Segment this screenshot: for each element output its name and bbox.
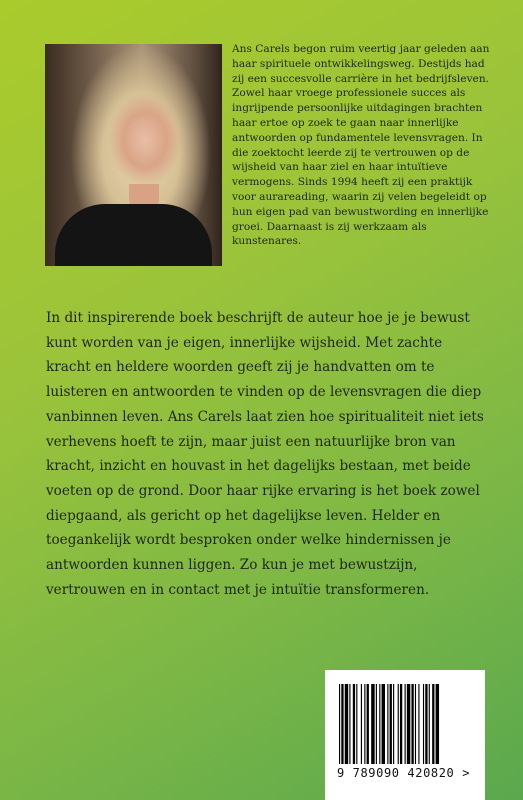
author-bio: Ans Carels begon ruim veertig jaar geleden aan haar spirituele ontwikkelingsweg. Destijds had zij een succesvolle carrière in het bedrijfsleven. Zowel haar vroege professionele succes als ingrijpende persoonlijke uitdagingen brachten haar ertoe op zoek te gaan naar innerlijke antwoorden op fundamentele levensvragen. In die zoektocht leerde zij te vertrouwen op de wijsheid van haar ziel en haar intuïtieve vermogens. Sinds 1994 heeft zij een praktijk voor aurareading, waarin zij velen begeleidt op hun eigen pad van bewustwording en innerlijke groei. Daarnaast is zij werkzaam als kunstenares. [232,43,490,248]
barcode-bar [364,684,365,764]
isbn-barcode [325,670,485,800]
isbn-digits: 9 789090 420820 > [337,766,471,780]
barcode-bar [349,684,350,764]
barcode-bar [415,684,416,764]
barcode-bar [423,684,424,764]
barcode-bar [425,684,427,764]
barcode-bar [379,684,380,764]
barcode-bar [429,684,430,764]
barcode-bar [382,684,385,764]
author-photo [45,44,222,266]
barcode-bar [407,684,410,764]
book-blurb: In dit inspirerende boek beschrijft de auteur hoe je je bewust kunt worden van je eigen, innerlijke wijsheid. Met zachte kracht en heldere woorden geeft zij je handvatten om te luisteren en antwoorden te vinden op de levensvragen die diep vanbinnen leven. Ans Carels laat zien hoe spiritualiteit niet iets verhevens hoeft te zijn, maar juist een natuurlijke bron van kracht, inzicht en houvast in het dagelijks bestaan, met beide voeten op de grond. Door haar rijke ervaring is het boek zowel diepgaand, als gericht op het dagelijkse leven. Helder en toegankelijk wordt besproken onder welke hindernissen je antwoorden kunnen liggen. Zo kun je met bewustzijn, vertrouwen en in contact met je intuïtie transformeren. [46,310,484,598]
barcode-bar [376,684,377,764]
barcode-bar [390,684,392,764]
barcode-bar [345,684,348,764]
barcode-bar [411,684,413,764]
barcode-bar [361,684,362,764]
barcode-bar [398,684,399,764]
barcode-bar [339,684,340,764]
barcode-bar [367,684,369,764]
barcode-bar [436,684,439,764]
barcode-bar [418,684,419,764]
barcode-bar [356,684,357,764]
barcode-bars [337,684,473,766]
barcode-bar [341,684,343,764]
barcode-bar [405,684,406,764]
author-photo-shirt [55,204,212,266]
barcode-bar [353,684,355,764]
barcode-bar [432,684,434,764]
barcode-bar [400,684,402,764]
barcode-bar [387,684,388,764]
barcode-bar [371,684,374,764]
barcode-bar [393,684,394,764]
